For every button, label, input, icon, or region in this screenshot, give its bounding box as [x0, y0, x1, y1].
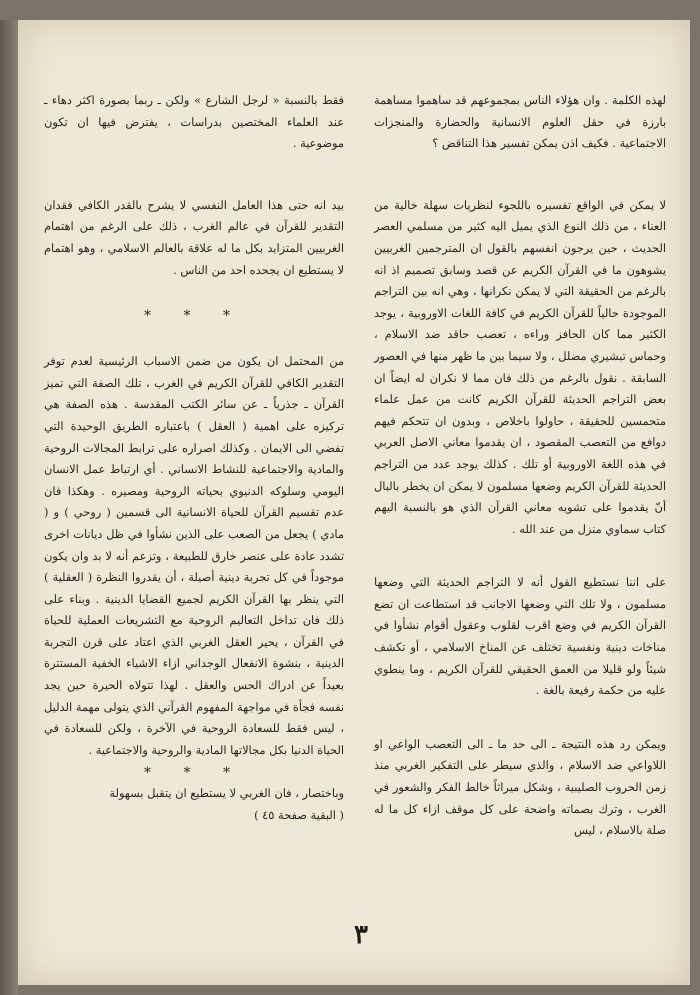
paragraph-spacer [44, 330, 344, 351]
right-column [374, 90, 666, 842]
paragraph-spacer [374, 702, 666, 734]
left-paragraph-2: بيد انه حتى هذا العامل النفسي لا يشرح بالقدر الكافي فقدان التقدير للقرآن في عالم الغرب ، ذلك على الرغم من اهتمام الغربيين المتزايد بكل ما له علاقة بالعالم الاسلامي ، وهو اهتمام لا يستطيع ان يجحده احد من الناس . [44, 197, 344, 277]
paragraph-spacer [44, 281, 344, 302]
left-column [44, 90, 344, 827]
left-paragraph-1: فقط بالنسبة « لرجل الشارع » ولكن ـ ربما بصورة اكثر دهاء ـ عند العلماء المختصين بدراسات ، يفترض فيها ان تكون موضوعية . [44, 93, 344, 151]
right-paragraph-4: ويمكن رد هذه النتيجة ـ الى حد ما ـ الى التعصب الواعي او اللاواعي ضد الاسلام ، والذي سيطر على التفكير الغربي منذ زمن الحروب الصليبية ، وشكل ميراثاً خالط الفكر والشعور في الغرب ، وترك بصماته واضحة على كل موقف ازاء كل ما له صلة بالاسلام ، ليس [374, 736, 666, 838]
continued-note: ( البقية صفحة ٤٥ ) [254, 808, 344, 823]
right-paragraph-3: على اننا نستطيع القول أنه لا التراجم الحديثة التي وضعها مسلمون ، ولا تلك التي وضعها الاجانب قد استطاعت ان تضع القرآن الكريم في وضع اقرب لقلوب وعقول أقوام نشأوا في مناخات دينية ونفسية تختلف عن المناخ الاسلامي ، أو تكشف شيئاً ولو قليلا من العمق الحقيقي للقرآن الكريم ، وما ينطوي عليه من حكمة رفيعة بالغة . [374, 575, 666, 698]
section-separator-stars: * * * [144, 765, 244, 782]
right-paragraph-1: لهذه الكلمة . وان هؤلاء الناس بمجموعهم قد ساهموا مساهمة بارزة في حقل العلوم الانسانية والحضارة والمنجزات الاجتماعية . فكيف اذن يمكن تفسير هذا التناقض ؟ [374, 93, 666, 151]
left-paragraph-3: من المحتمل ان يكون من ضمن الاسباب الرئيسية لعدم توفر التقدير الكافي للقرآن الكريم في الغرب ، تلك الصفة التي تميز القرآن ـ جذرياً ـ عن سائر الكتب المقدسة . هذه الصفة هي تركيزه على اهمية ( العقل ) باعتباره الطريق الوحيدة التي تفضي الى الايمان . وكذلك اصراره على ترابط المجالات الروحية والمادية والاجتماعية للنشاط الانساني . أي ارتباط عمل الانسان اليومي وسلوكه الدنيوي بحياته الروحية ومصيره . وهكذا فان عدم تقسيم القرآن للحياة الانسانية الى قسمين ( روحي ) و ( مادي ) يجعل من الصعب على الذين نشأوا في ظل ديانات اخرى تشدد عادة على عنصر خارق للطبيعة ، وتزعم أنه لا بد وان يكون موجوداً في كل تجربة دينية أصيلة ، أن يقدروا النظرة ( العقلية ) التي ينظر بها القرآن الكريم لجميع القضايا الدينية . وبناء على ذلك فان تداخل التعاليم الروحية مع التشريعات العملية للحياة في القرآن ، يحير العقل الغربي الذي اعتاد على قرن التجربة الدينية ، بنشوة الانفعال الوجداني ازاء الاشياء الخفية المستترة بعيداً عن ادراك الحس والعقل . لهذا تتولاه الحيرة حين يجد نفسه فجأة في مواجهة المفهوم القرآني الذي يتولى مهمة الدليل ، ليس فقط للسعادة الروحية في الآخرة ، ولكن للسعادة في الحياة الدنيا بكل مجالاتها المادية والروحية والاجتماعية . [44, 354, 344, 757]
page-edge-shadow [0, 20, 18, 995]
right-paragraph-2: لا يمكن في الواقع تفسيره باللجوء لنظريات سهلة خالية من العناء ، من ذلك النوع الذي يميل اليه كثير من مسلمي العصر الحديث ، حين يرجون انفسهم بالقول ان المترجمين الغربيين يشوهون ما في القرآن الكريم عن قصد وسابق تصميم اذ انه بالرغم من الحقيقة التي لا يمكن نكرانها ، وهي انه بين التراجم الموجودة حالياً للقرآن الكريم في كافة اللغات الاوروبية ، يوجد الكثير مما كان الحافز وراءه ، تعصب حاقد ضد الاسلام ، وحماس تبشيري مضلل ، ولا سيما بين ما ظهر منها في العصور السابقة . نقول بالرغم من ذلك فان مما لا نكران له ايضاً ان بعض التراجم الحديثة للقرآن الكريم كانت من عمل علماء متحمسين للحقيقة ، حاولوا باخلاص ، وبدون ان تتحكم فيهم دوافع من التعصب المقصود ، ان يقدموا معاني الاصل العربي في هذه اللغة الاوروبية أو تلك . كذلك يوجد عدد من التراجم الحديثة للقرآن الكريم وضعها مسلمون لا يمكن ان يخطر بالبال أنّ يقدموا على تشويه معاني القرآن الذي هو بالنسبة اليهم كتاب سماوي منزل من عند الله . [374, 197, 666, 536]
section-separator-stars: * * * [144, 308, 244, 325]
paragraph-spacer [44, 155, 344, 195]
page-number: ٣ [354, 920, 368, 950]
document-page [18, 20, 690, 985]
paragraph-spacer [374, 155, 666, 195]
left-paragraph-4: وباختصار ، فان الغربي لا يستطيع ان يتقبل بسهولة [109, 786, 344, 801]
paragraph-spacer [374, 540, 666, 572]
